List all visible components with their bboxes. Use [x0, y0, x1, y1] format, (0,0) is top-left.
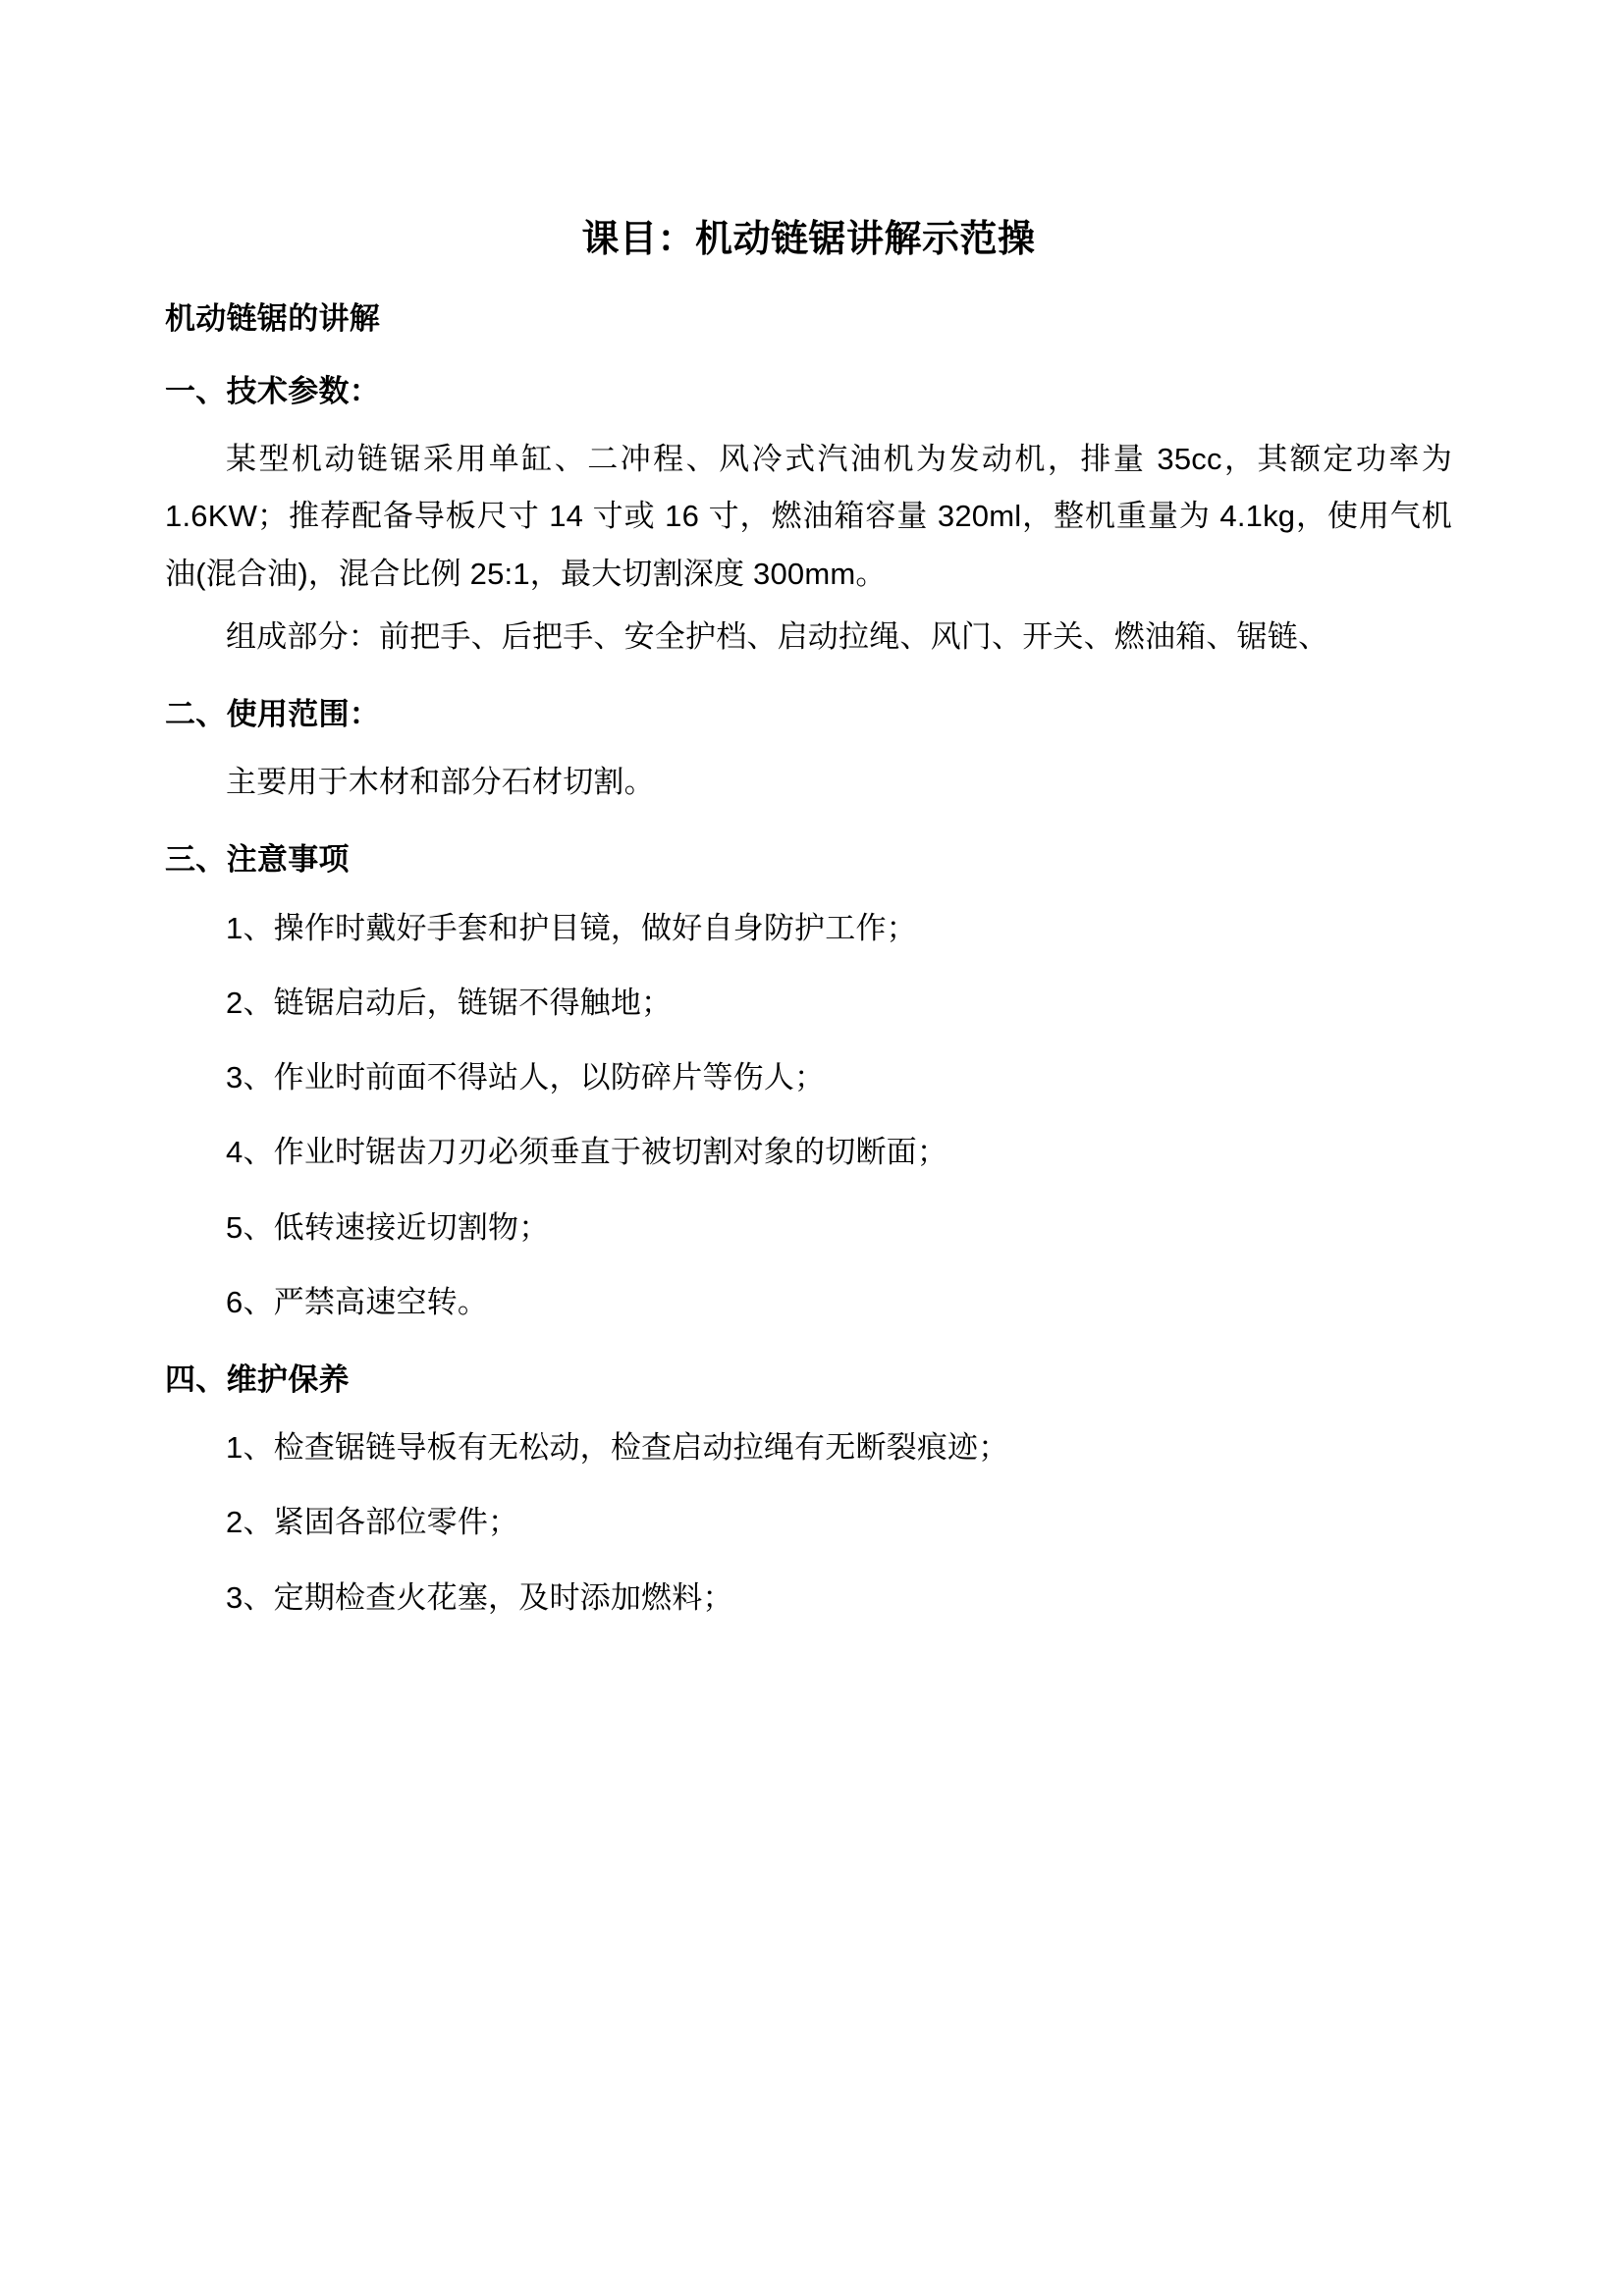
page-title: 课目：机动链锯讲解示范操 — [581, 219, 1036, 260]
list-item: 2、紧固各部位零件； — [226, 1505, 519, 1540]
paragraph-usage-scope: 主要用于木材和部分石材切割。 — [226, 765, 655, 800]
maintenance-list — [165, 1419, 1452, 1627]
list-item: 1、检查锯链导板有无松动，检查启动拉绳有无断裂痕迹； — [226, 1430, 1009, 1466]
list-item: 4、作业时锯齿刀刃必须垂直于被切割对象的切断面； — [226, 1135, 948, 1170]
section-heading-maintenance: 四、维护保养 — [165, 1362, 350, 1398]
list-item: 6、严禁高速空转。 — [226, 1284, 489, 1319]
list-item: 5、低转速接近切割物； — [226, 1209, 550, 1245]
section-heading-technical-parameters: 一、技术参数： — [165, 374, 381, 409]
document-subtitle: 机动链锯的讲解 — [165, 301, 381, 336]
list-item: 3、作业时前面不得站人，以防碎片等伤人； — [226, 1060, 826, 1095]
precautions-list — [165, 900, 1452, 1332]
paragraph-components: 组成部分：前把手、后把手、安全护档、启动拉绳、风门、开关、燃油箱、锯链、 — [226, 618, 1329, 654]
document-body — [165, 212, 1452, 1627]
list-item: 2、链锯启动后，链锯不得触地； — [226, 985, 673, 1020]
paragraph-technical-specs: 某型机动链锯采用单缸、二冲程、风冷式汽油机为发动机，排量 35cc，其额定功率为 1.6KW；推荐配备导板尺寸 14 寸或 16 寸，燃油箱容量 320ml，整机重量为 4.1kg，使用气机油(混合油)，混合比例 25:1，最大切割深度 300mm。 — [165, 442, 1452, 591]
section-heading-precautions: 三、注意事项 — [165, 842, 350, 878]
list-item: 1、操作时戴好手套和护目镜，做好自身防护工作； — [226, 910, 917, 945]
section-heading-usage-scope: 二、使用范围： — [165, 697, 381, 732]
list-item: 3、定期检查火花塞，及时添加燃料； — [226, 1579, 733, 1615]
